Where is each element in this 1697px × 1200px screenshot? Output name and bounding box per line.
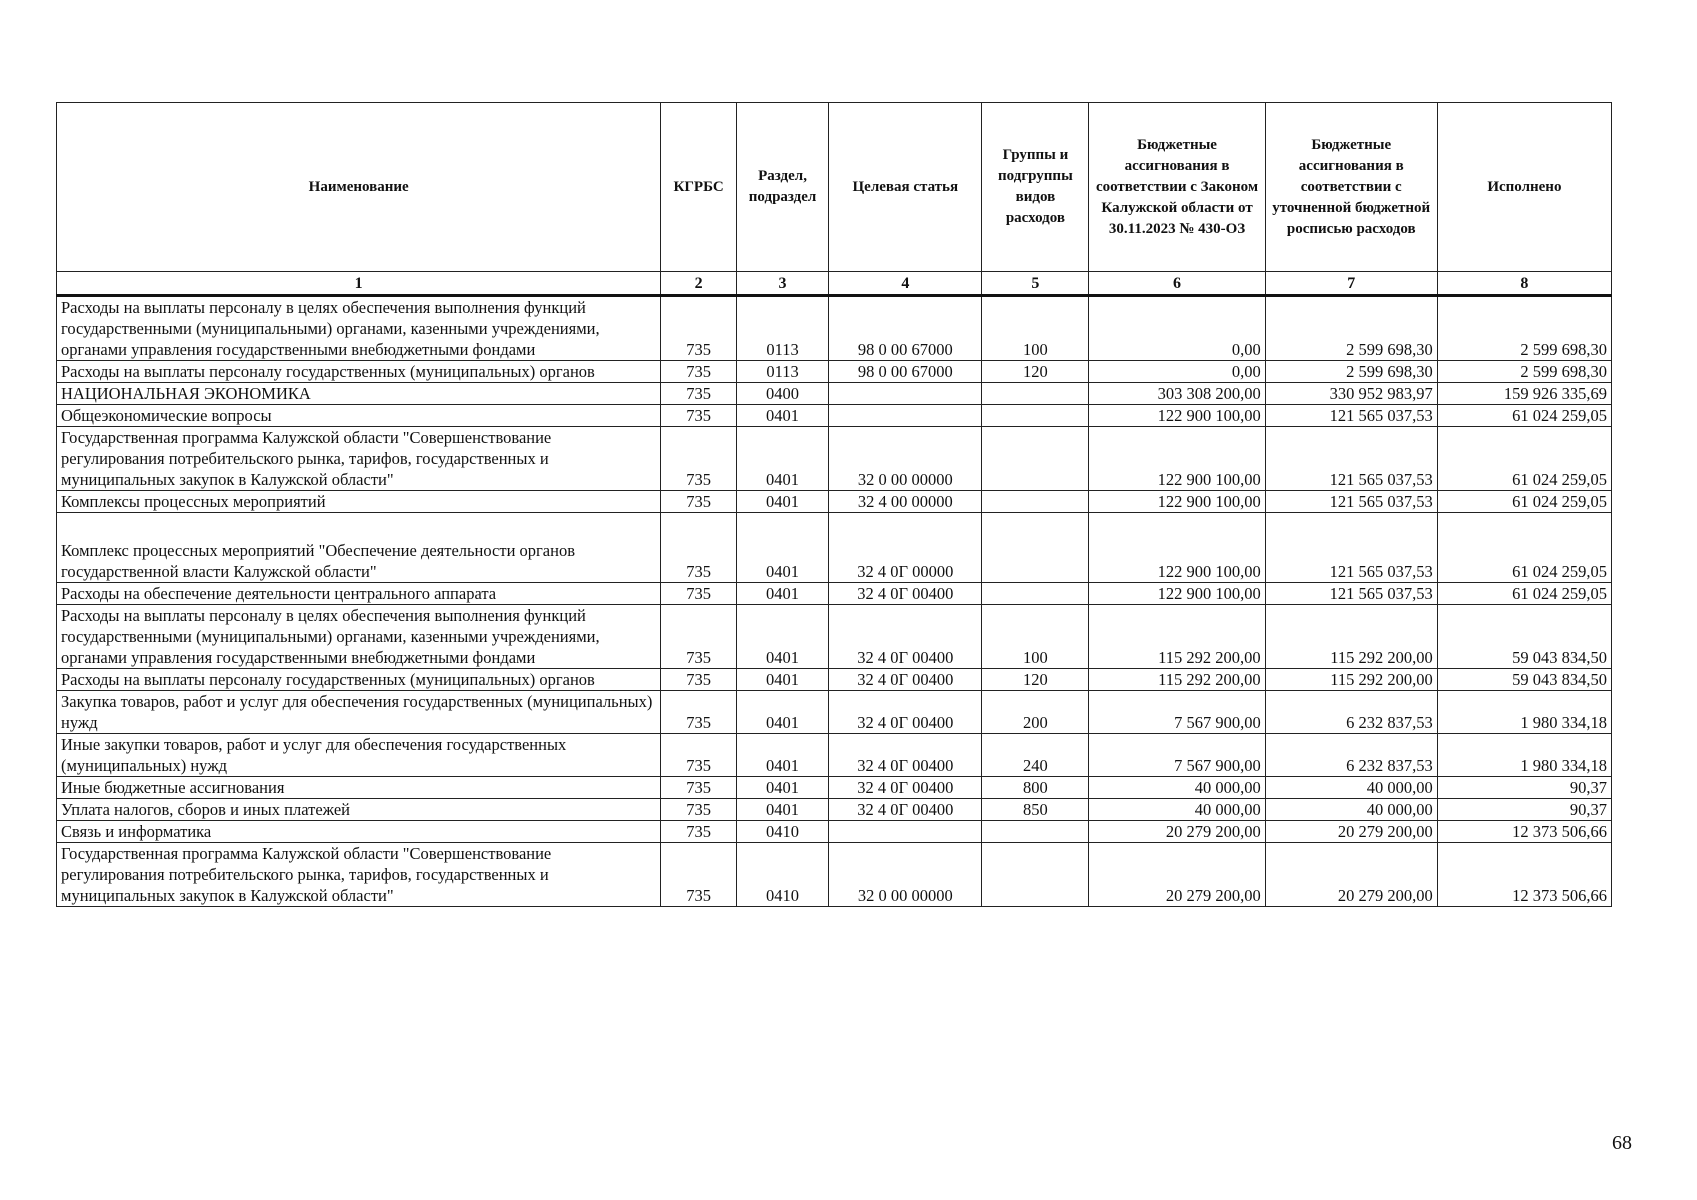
row-executed: 1 980 334,18 xyxy=(1437,691,1611,734)
row-law: 20 279 200,00 xyxy=(1089,821,1265,843)
row-name: Уплата налогов, сборов и иных платежей xyxy=(57,799,661,821)
row-name: Комплекс процессных мероприятий "Обеспечение деятельности органов государственной власти Калужской области" xyxy=(57,513,661,583)
row-law: 122 900 100,00 xyxy=(1089,405,1265,427)
row-law: 115 292 200,00 xyxy=(1089,669,1265,691)
row-name: Расходы на выплаты персоналу в целях обеспечения выполнения функций государственными (муниципальными) органами, казенными учреждениями, органами управления государственными внебюджетными фондами xyxy=(57,296,661,361)
row-law: 7 567 900,00 xyxy=(1089,691,1265,734)
row-kgrbs: 735 xyxy=(661,843,737,907)
row-target xyxy=(829,821,982,843)
row-name: Государственная программа Калужской области "Совершенствование регулирования потребительского рынка, тарифов, государственных и муниципальных закупок в Калужской области" xyxy=(57,843,661,907)
table-row xyxy=(57,843,1612,907)
row-group xyxy=(982,383,1089,405)
table-row xyxy=(57,405,1612,427)
row-section: 0401 xyxy=(736,669,828,691)
row-refined: 115 292 200,00 xyxy=(1265,669,1437,691)
row-executed: 2 599 698,30 xyxy=(1437,296,1611,361)
row-kgrbs: 735 xyxy=(661,691,737,734)
column-number: 4 xyxy=(829,272,982,296)
row-kgrbs: 735 xyxy=(661,513,737,583)
table-row xyxy=(57,383,1612,405)
row-kgrbs: 735 xyxy=(661,605,737,669)
row-group xyxy=(982,491,1089,513)
row-law: 122 900 100,00 xyxy=(1089,427,1265,491)
row-name: Закупка товаров, работ и услуг для обеспечения государственных (муниципальных) нужд xyxy=(57,691,661,734)
row-kgrbs: 735 xyxy=(661,383,737,405)
row-target: 32 4 0Г 00400 xyxy=(829,691,982,734)
row-refined: 6 232 837,53 xyxy=(1265,734,1437,777)
row-section: 0401 xyxy=(736,405,828,427)
row-group: 120 xyxy=(982,669,1089,691)
row-section: 0401 xyxy=(736,513,828,583)
row-target: 32 4 0Г 00400 xyxy=(829,777,982,799)
row-executed: 59 043 834,50 xyxy=(1437,669,1611,691)
header-section: Раздел, подраздел xyxy=(736,103,828,272)
row-group: 240 xyxy=(982,734,1089,777)
row-refined: 20 279 200,00 xyxy=(1265,821,1437,843)
row-group: 800 xyxy=(982,777,1089,799)
row-section: 0113 xyxy=(736,296,828,361)
row-refined: 121 565 037,53 xyxy=(1265,583,1437,605)
header-name: Наименование xyxy=(57,103,661,272)
table-row xyxy=(57,361,1612,383)
row-target: 32 0 00 00000 xyxy=(829,427,982,491)
row-name: НАЦИОНАЛЬНАЯ ЭКОНОМИКА xyxy=(57,383,661,405)
row-kgrbs: 735 xyxy=(661,405,737,427)
row-refined: 20 279 200,00 xyxy=(1265,843,1437,907)
row-target: 32 4 0Г 00400 xyxy=(829,799,982,821)
column-number: 8 xyxy=(1437,272,1611,296)
row-executed: 59 043 834,50 xyxy=(1437,605,1611,669)
row-name: Общеэкономические вопросы xyxy=(57,405,661,427)
row-target: 32 4 00 00000 xyxy=(829,491,982,513)
row-law: 122 900 100,00 xyxy=(1089,583,1265,605)
row-law: 122 900 100,00 xyxy=(1089,491,1265,513)
row-target: 98 0 00 67000 xyxy=(829,296,982,361)
row-law: 303 308 200,00 xyxy=(1089,383,1265,405)
row-refined: 121 565 037,53 xyxy=(1265,491,1437,513)
row-name: Связь и информатика xyxy=(57,821,661,843)
row-target: 98 0 00 67000 xyxy=(829,361,982,383)
row-group: 100 xyxy=(982,605,1089,669)
row-name: Комплексы процессных мероприятий xyxy=(57,491,661,513)
row-law: 115 292 200,00 xyxy=(1089,605,1265,669)
row-refined: 40 000,00 xyxy=(1265,799,1437,821)
row-kgrbs: 735 xyxy=(661,583,737,605)
header-executed: Исполнено xyxy=(1437,103,1611,272)
table-row xyxy=(57,799,1612,821)
row-kgrbs: 735 xyxy=(661,734,737,777)
row-group: 100 xyxy=(982,296,1089,361)
row-section: 0401 xyxy=(736,427,828,491)
row-kgrbs: 735 xyxy=(661,427,737,491)
row-name: Расходы на выплаты персоналу государственных (муниципальных) органов xyxy=(57,669,661,691)
row-target: 32 4 0Г 00400 xyxy=(829,605,982,669)
row-executed: 159 926 335,69 xyxy=(1437,383,1611,405)
row-refined: 6 232 837,53 xyxy=(1265,691,1437,734)
row-refined: 121 565 037,53 xyxy=(1265,513,1437,583)
header-law: Бюджетные ассигнования в соответствии с Законом Калужской области от 30.11.2023 № 430-ОЗ xyxy=(1089,103,1265,272)
row-section: 0401 xyxy=(736,734,828,777)
row-group xyxy=(982,583,1089,605)
row-refined: 115 292 200,00 xyxy=(1265,605,1437,669)
row-section: 0401 xyxy=(736,605,828,669)
column-number: 7 xyxy=(1265,272,1437,296)
row-executed: 1 980 334,18 xyxy=(1437,734,1611,777)
column-number: 6 xyxy=(1089,272,1265,296)
row-name: Расходы на выплаты персоналу в целях обеспечения выполнения функций государственными (муниципальными) органами, казенными учреждениями, органами управления государственными внебюджетными фондами xyxy=(57,605,661,669)
table-row xyxy=(57,583,1612,605)
row-section: 0401 xyxy=(736,583,828,605)
page-number: 68 xyxy=(1612,1132,1632,1154)
row-law: 40 000,00 xyxy=(1089,777,1265,799)
row-section: 0400 xyxy=(736,383,828,405)
row-refined: 121 565 037,53 xyxy=(1265,405,1437,427)
row-target xyxy=(829,405,982,427)
table-row xyxy=(57,821,1612,843)
row-name: Иные бюджетные ассигнования xyxy=(57,777,661,799)
row-executed: 90,37 xyxy=(1437,777,1611,799)
row-kgrbs: 735 xyxy=(661,799,737,821)
row-law: 0,00 xyxy=(1089,361,1265,383)
row-section: 0410 xyxy=(736,821,828,843)
header-kgrbs: КГРБС xyxy=(661,103,737,272)
row-name: Иные закупки товаров, работ и услуг для обеспечения государственных (муниципальных) нужд xyxy=(57,734,661,777)
row-law: 0,00 xyxy=(1089,296,1265,361)
row-kgrbs: 735 xyxy=(661,491,737,513)
row-kgrbs: 735 xyxy=(661,777,737,799)
header-target: Целевая статья xyxy=(829,103,982,272)
row-executed: 12 373 506,66 xyxy=(1437,843,1611,907)
header-refined: Бюджетные ассигнования в соответствии с уточненной бюджетной росписью расходов xyxy=(1265,103,1437,272)
column-number-row xyxy=(57,272,1612,296)
row-refined: 121 565 037,53 xyxy=(1265,427,1437,491)
row-executed: 2 599 698,30 xyxy=(1437,361,1611,383)
row-executed: 90,37 xyxy=(1437,799,1611,821)
row-executed: 61 024 259,05 xyxy=(1437,427,1611,491)
row-target: 32 4 0Г 00400 xyxy=(829,583,982,605)
table-row xyxy=(57,734,1612,777)
table-row xyxy=(57,777,1612,799)
column-number: 3 xyxy=(736,272,828,296)
row-law: 20 279 200,00 xyxy=(1089,843,1265,907)
row-law: 40 000,00 xyxy=(1089,799,1265,821)
row-executed: 61 024 259,05 xyxy=(1437,491,1611,513)
row-section: 0401 xyxy=(736,777,828,799)
table-row xyxy=(57,691,1612,734)
row-section: 0401 xyxy=(736,691,828,734)
header-groups: Группы и подгруппы видов расходов xyxy=(982,103,1089,272)
row-kgrbs: 735 xyxy=(661,669,737,691)
row-target: 32 4 0Г 00400 xyxy=(829,734,982,777)
row-name: Расходы на обеспечение деятельности центрального аппарата xyxy=(57,583,661,605)
row-group xyxy=(982,427,1089,491)
row-section: 0401 xyxy=(736,491,828,513)
table-row xyxy=(57,427,1612,491)
row-executed: 61 024 259,05 xyxy=(1437,583,1611,605)
row-section: 0410 xyxy=(736,843,828,907)
row-target xyxy=(829,383,982,405)
column-number: 5 xyxy=(982,272,1089,296)
row-target: 32 0 00 00000 xyxy=(829,843,982,907)
row-executed: 61 024 259,05 xyxy=(1437,513,1611,583)
row-kgrbs: 735 xyxy=(661,296,737,361)
row-group: 850 xyxy=(982,799,1089,821)
row-executed: 61 024 259,05 xyxy=(1437,405,1611,427)
row-group xyxy=(982,821,1089,843)
column-number: 1 xyxy=(57,272,661,296)
row-target: 32 4 0Г 00000 xyxy=(829,513,982,583)
row-refined: 2 599 698,30 xyxy=(1265,361,1437,383)
row-group: 120 xyxy=(982,361,1089,383)
table-row xyxy=(57,513,1612,583)
row-refined: 40 000,00 xyxy=(1265,777,1437,799)
row-refined: 2 599 698,30 xyxy=(1265,296,1437,361)
budget-table xyxy=(56,102,1612,907)
row-group xyxy=(982,405,1089,427)
header-row xyxy=(57,103,1612,272)
row-group: 200 xyxy=(982,691,1089,734)
table-row xyxy=(57,605,1612,669)
row-target: 32 4 0Г 00400 xyxy=(829,669,982,691)
row-group xyxy=(982,513,1089,583)
row-law: 122 900 100,00 xyxy=(1089,513,1265,583)
table-row xyxy=(57,491,1612,513)
table-row xyxy=(57,669,1612,691)
row-group xyxy=(982,843,1089,907)
row-section: 0113 xyxy=(736,361,828,383)
column-number: 2 xyxy=(661,272,737,296)
row-executed: 12 373 506,66 xyxy=(1437,821,1611,843)
row-section: 0401 xyxy=(736,799,828,821)
table-row xyxy=(57,296,1612,361)
row-name: Государственная программа Калужской области "Совершенствование регулирования потребительского рынка, тарифов, государственных и муниципальных закупок в Калужской области" xyxy=(57,427,661,491)
row-kgrbs: 735 xyxy=(661,821,737,843)
row-refined: 330 952 983,97 xyxy=(1265,383,1437,405)
row-law: 7 567 900,00 xyxy=(1089,734,1265,777)
row-name: Расходы на выплаты персоналу государственных (муниципальных) органов xyxy=(57,361,661,383)
row-kgrbs: 735 xyxy=(661,361,737,383)
